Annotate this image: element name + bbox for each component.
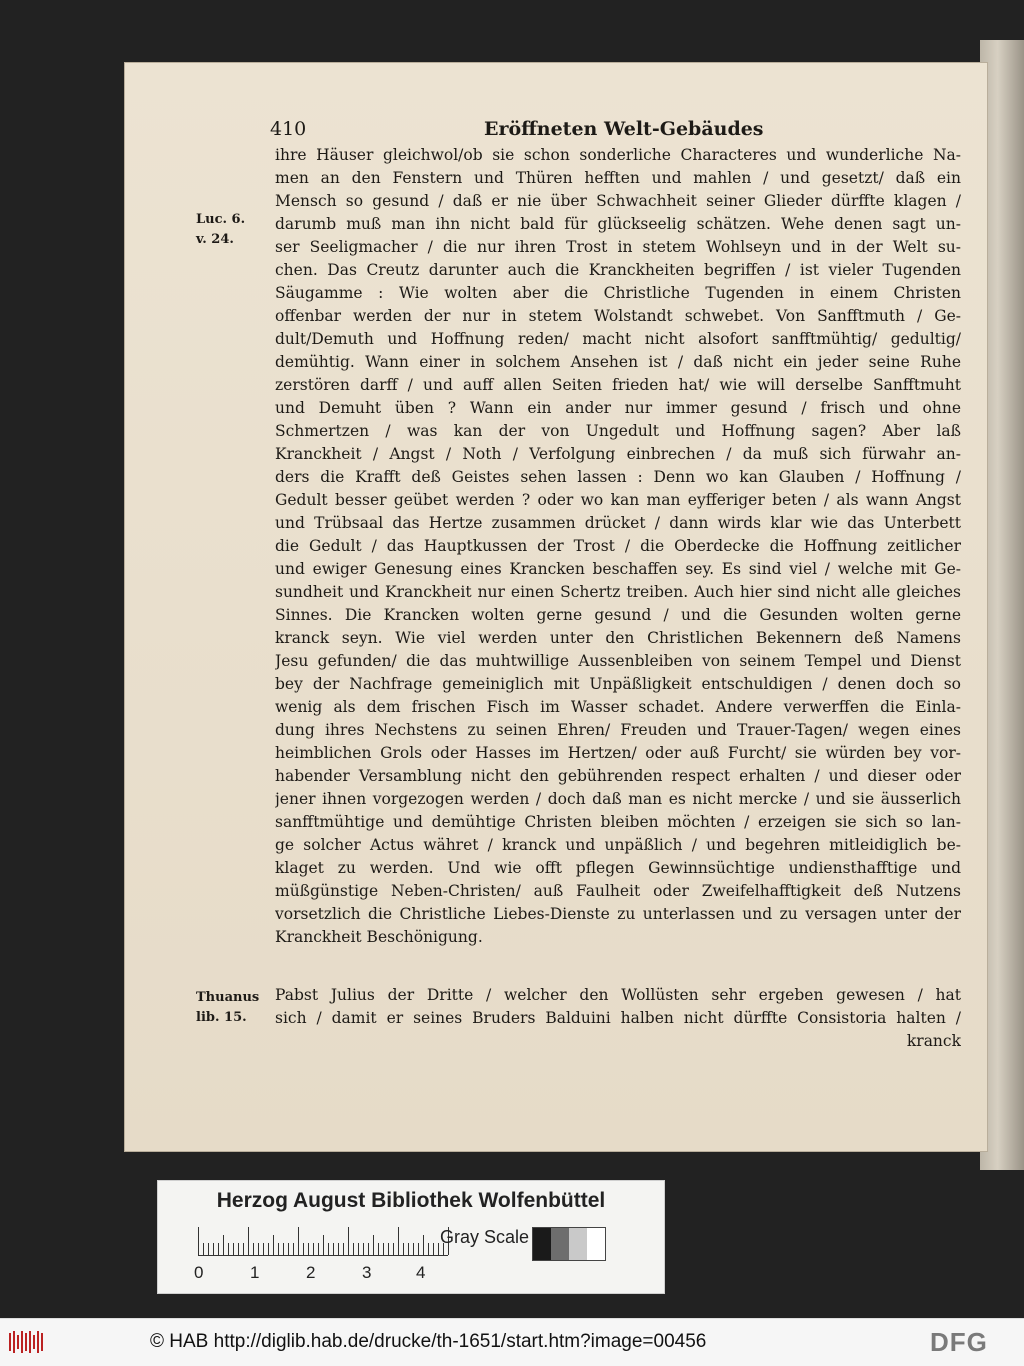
ruler-tick [353,1243,354,1255]
text-line: ders die Krafft deß Geistes sehen lassen : Denn wo kan Glauben / Hoffnung / [275,468,961,486]
text-line: jener ihnen vorgezogen werden / doch daß man es nicht mercke / und sie äusserlich [275,790,961,808]
margin-note-line: Luc. 6. [196,212,246,227]
text-line: Kranckheit / Angst / Noth / Verfolgung einbrechen / da muß sich fürwahr an- [275,445,961,463]
text-line: chen. Das Creutz darunter auch die Kranckheiten begriffen / ist vieler Tugenden [275,261,961,279]
margin-note-line: v. 24. [196,232,234,247]
gray-swatch [569,1228,587,1260]
text-line: vorsetzlich die Christliche Liebes-Dienste zu unterlassen und zu versagen unter der [275,905,961,923]
text-line: zerstören darff / und auff allen Seiten frieden hat/ wie will derselbe Sanfftmuht [275,376,961,394]
ruler-tick [218,1243,219,1255]
ruler-tick [428,1243,429,1255]
page-number: 410 [270,118,307,140]
ruler-tick [213,1243,214,1255]
ruler-tick [308,1243,309,1255]
text-line: die Gedult / das Hauptkussen der Trost / die Oberdecke die Hoffnung zeitlicher [275,537,961,555]
ruler-tick [433,1243,434,1255]
ruler-tick [288,1243,289,1255]
ruler-tick [208,1243,209,1255]
ruler-tick [273,1235,274,1255]
text-line: sich / damit er seines Bruders Balduini halben nicht dürffte Consistoria halten / [275,1009,961,1027]
ruler-tick [363,1243,364,1255]
footer-bar [0,1318,1024,1366]
gray-scale-label: Gray Scale [440,1227,530,1247]
text-line: und Demuht üben ? Wann ein ander nur immer gesund / frisch und ohne [275,399,961,417]
ruler-tick [393,1243,394,1255]
ruler [198,1227,448,1256]
text-line: habender Versamblung nicht den gebührenden respect erhalten / und dieser oder [275,767,961,785]
margin-note-thuanus [196,988,259,1028]
ruler-tick [248,1227,249,1255]
ruler-tick [438,1243,439,1255]
ruler-tick [418,1243,419,1255]
text-line: Säugamme : Wie wolten aber die Christliche Tugenden in einem Christen [275,284,961,302]
ruler-tick [268,1243,269,1255]
text-line: Jesu gefunden/ die das muhtwillige Aussenbleiben von seinem Tempel und Dienst [275,652,961,670]
ruler-tick [198,1227,199,1255]
text-line: heimblichen Grols oder Hasses im Hertzen/ oder auß Furcht/ sie würden bey vor- [275,744,961,762]
gray-swatch [533,1228,551,1260]
ruler-number: 4 [416,1263,426,1282]
ruler-tick [298,1227,299,1255]
ruler-tick [313,1243,314,1255]
text-line: sundheit und Kranckheit nur einen Schertz treiben. Auch hier sind nicht alle gleiches [275,583,961,601]
ruler-tick [318,1243,319,1255]
text-line: dung ihres Nechstens zu seinen Ehren/ Freuden und Trauer-Tagen/ wegen eines [275,721,961,739]
text-line: wenig als dem frischen Fisch im Wasser schadet. Andere verwerffen die Einla- [275,698,961,716]
text-line: darumb muß man ihn nicht bald für glückseelig schätzen. Wehe denen sagt un- [275,215,961,233]
text-line: bey der Nachfrage gemeiniglich mit Unpäßligkeit entschuldigen / denen doch so [275,675,961,693]
ruler-tick [368,1243,369,1255]
dfg-logo: DFG [930,1327,988,1357]
paragraph-main [275,144,961,949]
ruler-number: 0 [194,1263,204,1282]
text-line: und Trübsaal das Hertze zusammen drücket / dann wirds klar wie das Unterbett [275,514,961,532]
text-line: ihre Häuser gleichwol/ob sie schon sonderliche Characteres und wunderliche Na- [275,146,961,164]
ruler-tick [203,1243,204,1255]
ruler-tick [233,1243,234,1255]
ruler-tick [328,1243,329,1255]
gray-swatch [587,1228,605,1260]
text-line: ge solcher Actus währet / kranck und unpäßlich / und begehren mitleidiglich be- [275,836,961,854]
text-line: kranck seyn. Wie viel werden unter den Christlichen Bekennern deß Namens [275,629,961,647]
margin-note-luc [196,210,245,250]
text-line: sanfftmühtige und demühtige Christen bleiben möchten / erzeigen sie sich so lan- [275,813,961,831]
text-line: müßgünstige Neben-Christen/ auß Faulheit oder Zweifelhafftigkeit deß Nutzens [275,882,961,900]
ruler-tick [303,1243,304,1255]
text-line: Schmertzen / was kan der von Ungedult und Hoffnung sagen? Aber laß [275,422,961,440]
ruler-tick [323,1235,324,1255]
ruler-tick [283,1243,284,1255]
ruler-tick [423,1235,424,1255]
ruler-tick [278,1243,279,1255]
book-page [124,62,988,1152]
text-line: Sinnes. Die Krancken wolten gerne gesund / und die Gesunden wolten gerne [275,606,961,624]
ruler-number: 1 [250,1263,260,1282]
text-line: ser Seeligmacher / die nur ihren Trost in stetem Wohlseyn und in der Welt su- [275,238,961,256]
catchword: kranck [906,1032,961,1050]
running-title: Eröffneten Welt-Gebäudes [484,118,764,140]
text-line: Pabst Julius der Dritte / welcher den Wollüsten sehr ergeben gewesen / hat [275,986,961,1004]
text-line: men an den Fenstern und Thüren hefften und mahlen / und gesetzt/ daß ein [275,169,961,187]
library-color-card [157,1180,665,1294]
ruler-tick [333,1243,334,1255]
ruler-tick [253,1243,254,1255]
ruler-number: 2 [306,1263,316,1282]
ruler-tick [398,1227,399,1255]
text-line: klaget zu werden. Und wie offt pflegen Gewinnsüchtige undiensthafftige und [275,859,961,877]
ruler-tick [413,1243,414,1255]
ruler-tick [263,1243,264,1255]
gray-scale-swatches [532,1227,606,1261]
ruler-tick [358,1243,359,1255]
ruler-tick [408,1243,409,1255]
text-line: Gedult besser geübet werden ? oder wo kan man eyfferiger beten / als wann Angst [275,491,961,509]
text-line: demühtig. Wann einer in solchem Ansehen ist / daß nicht ein jeder seine Ruhe [275,353,961,371]
ruler-tick [338,1243,339,1255]
ruler-tick [258,1243,259,1255]
copyright-link[interactable]: © HAB http://diglib.hab.de/drucke/th-1651/start.htm?image=00456 [150,1331,707,1352]
gray-swatch [551,1228,569,1260]
ruler-tick [383,1243,384,1255]
ruler-tick [293,1243,294,1255]
text-line: Mensch so gesund / daß er nie über Schwachheit seiner Glieder dürffte klagen / [275,192,961,210]
paragraph-pabst-julius [275,984,961,1053]
hab-barcode-icon [8,1329,44,1355]
text-line: Kranckheit Beschönigung. [275,928,483,946]
ruler-tick [348,1227,349,1255]
page-header [270,118,890,146]
ruler-tick [238,1243,239,1255]
library-name: Herzog August Bibliothek Wolfenbüttel [216,1189,606,1212]
ruler-tick [403,1243,404,1255]
ruler-number: 3 [362,1263,372,1282]
ruler-tick [378,1243,379,1255]
margin-note-line: Thuanus [196,990,260,1005]
ruler-tick [373,1235,374,1255]
ruler-tick [223,1235,224,1255]
text-line: und ewiger Genesung eines Krancken beschaffen sey. Es sind viel / welche mit Ge- [275,560,961,578]
ruler-tick [388,1243,389,1255]
ruler-tick [243,1243,244,1255]
ruler-tick [228,1243,229,1255]
ruler-tick [343,1243,344,1255]
text-line: dult/Demuth und Hoffnung reden/ macht nicht alsofort sanfftmühtig/ gedultig/ [275,330,961,348]
margin-note-line: lib. 15. [196,1010,247,1025]
text-line: offenbar werden der nur in stetem Wolstandt schwebet. Von Sanfftmuth / Ge- [275,307,961,325]
